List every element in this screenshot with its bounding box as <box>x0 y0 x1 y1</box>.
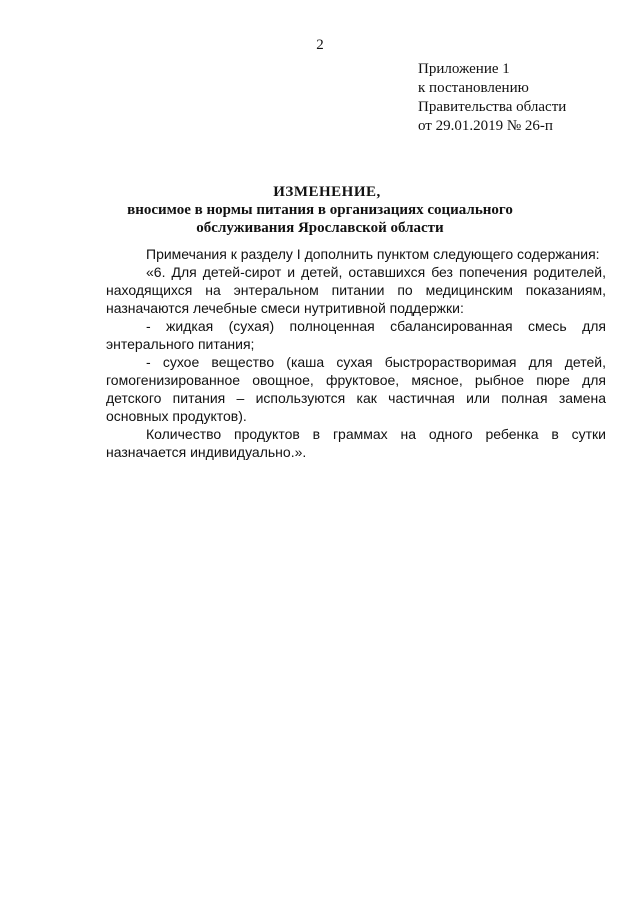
document-title <box>100 183 540 237</box>
body-text <box>106 245 606 461</box>
paragraph: - сухое вещество (каша сухая быстрорастворимая для детей, гомогенизированное овощное, фруктовое, мясное, рыбное пюре для детского питания – используются как частичная или полная замена основных продуктов). <box>106 354 606 424</box>
appendix-line: Приложение 1 <box>418 61 510 77</box>
title-line: вносимое в нормы питания в организациях социального <box>127 202 513 218</box>
paragraph: Примечания к разделу I дополнить пунктом следующего содержания: <box>146 246 600 262</box>
appendix-line: к постановлению <box>418 80 529 96</box>
title-line: ИЗМЕНЕНИЕ, <box>273 184 381 200</box>
appendix-line: от 29.01.2019 № 26-п <box>418 118 553 134</box>
appendix-line: Правительства области <box>418 99 567 115</box>
appendix-header <box>418 60 566 136</box>
title-line: обслуживания Ярославской области <box>196 220 444 236</box>
paragraph: - жидкая (сухая) полноценная сбалансированная смесь для энтерального питания; <box>106 318 606 352</box>
page-number: 2 <box>316 37 324 53</box>
paragraph: «6. Для детей-сирот и детей, оставшихся без попечения родителей, находящихся на энтеральном питании по медицинским показаниям, назначаются лечебные смеси нутритивной поддержки: <box>106 264 606 316</box>
paragraph: Количество продуктов в граммах на одного ребенка в сутки назначается индивидуально.». <box>106 426 606 460</box>
